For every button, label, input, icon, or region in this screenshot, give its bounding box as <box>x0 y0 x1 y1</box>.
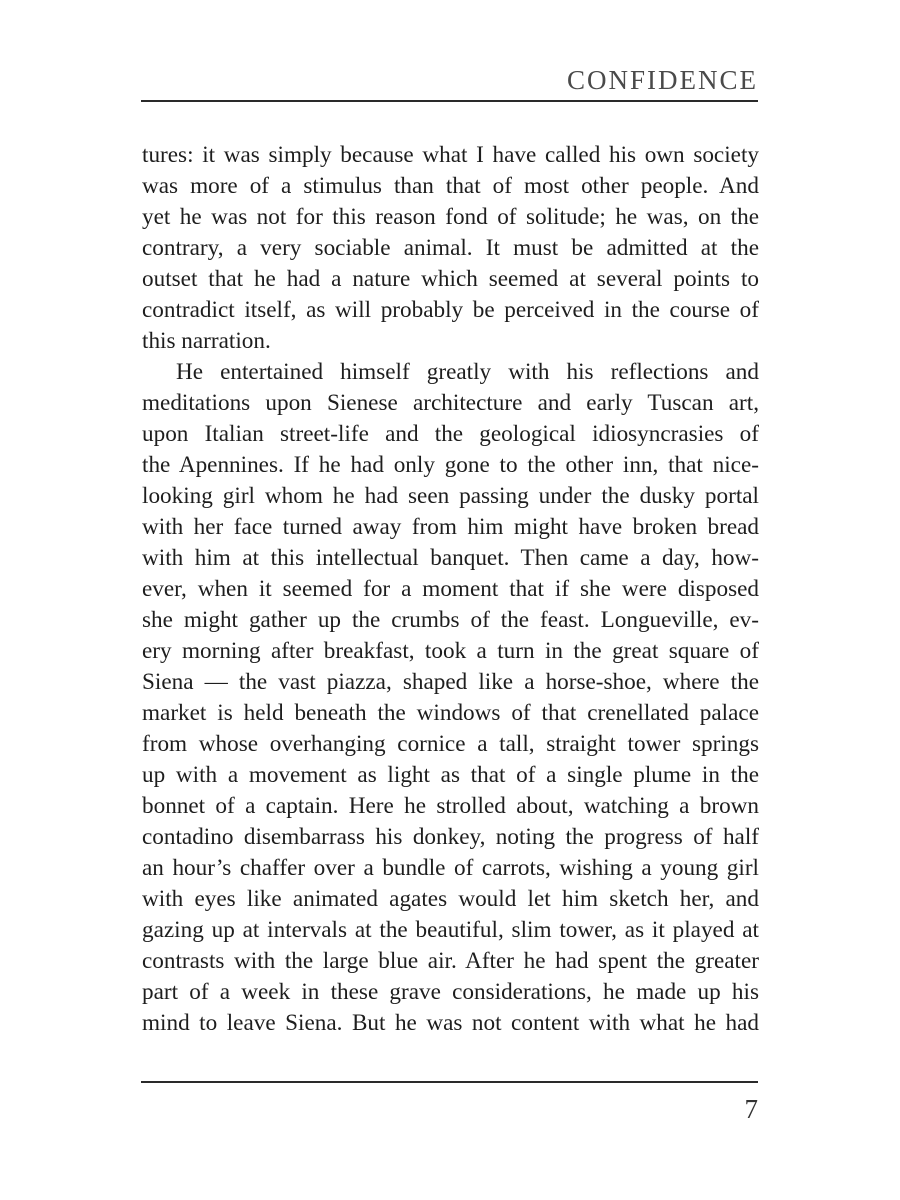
text-line: bonnet of a captain. Here he strolled about, watching a brown <box>142 793 759 819</box>
text-line: gazing up at intervals at the beautiful, slim tower, as it played at <box>142 917 759 943</box>
body-text <box>142 140 759 1039</box>
paragraph-2 <box>142 357 759 1039</box>
page-number: 7 <box>744 1094 758 1124</box>
text-line: the Apennines. If he had only gone to the other inn, that nice- <box>142 452 759 478</box>
header-rule <box>141 100 758 102</box>
text-line: ever, when it seemed for a moment that if she were disposed <box>142 576 759 602</box>
paragraph-1 <box>142 140 759 357</box>
text-line: this narration. <box>142 328 271 354</box>
footer-rule <box>141 1081 758 1083</box>
text-line: market is held beneath the windows of that crenellated palace <box>142 700 759 726</box>
text-line: an hour’s chaffer over a bundle of carrots, wishing a young girl <box>142 855 759 881</box>
text-line: contradict itself, as will probably be perceived in the course of <box>142 297 759 323</box>
text-line: meditations upon Sienese architecture and early Tuscan art, <box>142 390 759 416</box>
running-title: CONFIDENCE <box>566 65 758 95</box>
text-line: yet he was not for this reason fond of solitude; he was, on the <box>142 204 759 230</box>
text-line: outset that he had a nature which seemed at several points to <box>142 266 759 292</box>
text-line: contrasts with the large blue air. After he had spent the greater <box>142 948 759 974</box>
text-line: was more of a stimulus than that of most other people. And <box>142 173 759 199</box>
text-line: from whose overhanging cornice a tall, straight tower springs <box>142 731 759 757</box>
text-line: with her face turned away from him might have broken bread <box>142 514 759 540</box>
text-line: with eyes like animated agates would let him sketch her, and <box>142 886 759 912</box>
text-line: with him at this intellectual banquet. Then came a day, how- <box>142 545 759 571</box>
text-line: part of a week in these grave considerations, he made up his <box>142 979 759 1005</box>
text-line: contadino disembarrass his donkey, noting the progress of half <box>142 824 759 850</box>
text-line: He entertained himself greatly with his reflections and <box>176 359 759 385</box>
text-line: looking girl whom he had seen passing under the dusky portal <box>142 483 759 509</box>
text-line: Siena — the vast piazza, shaped like a horse-shoe, where the <box>142 669 759 695</box>
text-line: up with a movement as light as that of a single plume in the <box>142 762 759 788</box>
text-line: tures: it was simply because what I have called his own society <box>142 142 759 168</box>
text-line: contrary, a very sociable animal. It must be admitted at the <box>142 235 759 261</box>
text-line: mind to leave Siena. But he was not content with what he had <box>142 1010 759 1036</box>
text-line: upon Italian street-life and the geological idiosyncrasies of <box>142 421 759 447</box>
text-line: ery morning after breakfast, took a turn in the great square of <box>142 638 759 664</box>
text-line: she might gather up the crumbs of the feast. Longueville, ev- <box>142 607 759 633</box>
